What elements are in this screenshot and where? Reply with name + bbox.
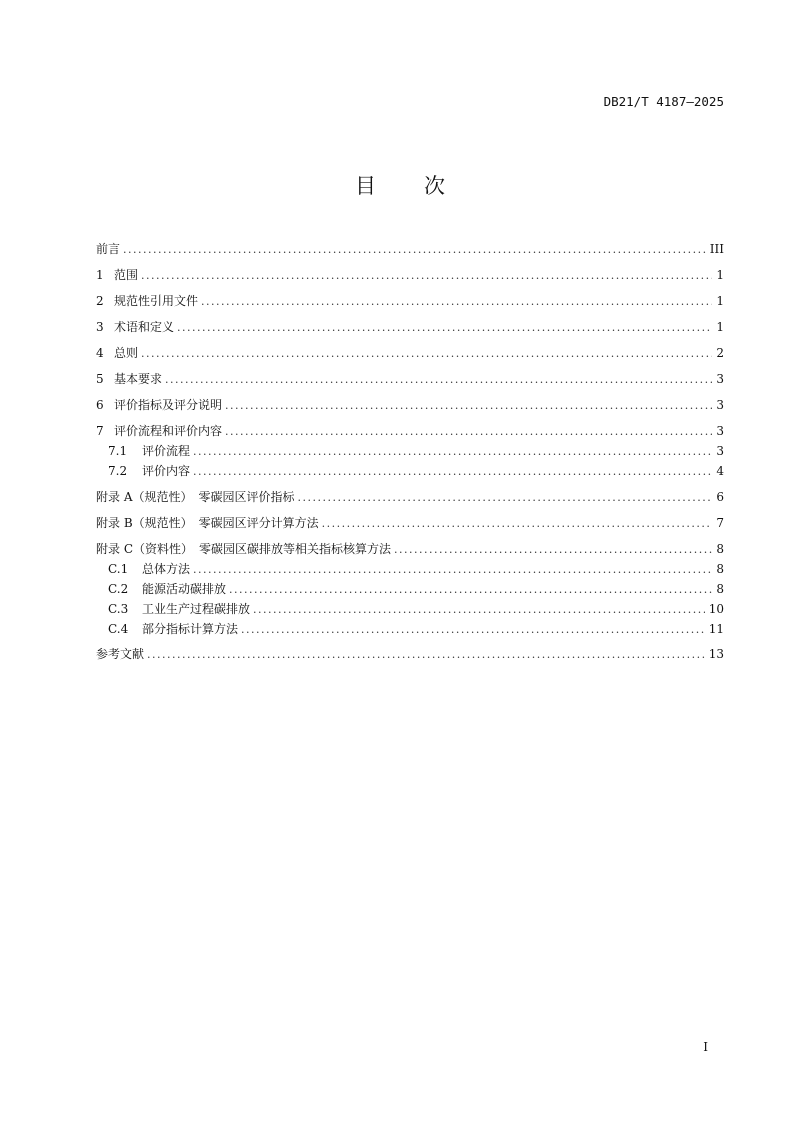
toc-entry-7-2[interactable] [108,462,724,480]
toc-entry-label: 附录 A（规范性） 零碳园区评价指标 [96,490,295,504]
toc-entry-label: 基本要求 [114,372,163,386]
toc-entry-page: 1 [716,294,724,308]
toc-leader-dots [229,581,712,599]
toc-entry-label: 总则 [114,346,139,360]
toc-entry-number: C.1 [108,562,129,576]
toc-entry-label: 规范性引用文件 [114,294,199,308]
toc-entry-number: C.2 [108,582,129,596]
toc-leader-dots [141,267,712,285]
toc-leader-dots [165,371,712,389]
toc-entry-4[interactable] [96,344,724,362]
toc-entry-label: 总体方法 [142,562,191,576]
toc-entry-foreword[interactable] [96,240,724,258]
toc-entry-number: C.3 [108,602,129,616]
toc-entry-7[interactable] [96,422,724,440]
toc-entry-page: 3 [716,444,724,458]
toc-leader-dots [297,489,712,507]
toc-entry-page: 2 [716,346,724,360]
toc-entry-5[interactable] [96,370,724,388]
document-code: DB21/T 4187—2025 [603,94,724,109]
toc-entry-c-1[interactable] [108,560,724,578]
toc-leader-dots [241,621,705,639]
toc-entry-number: 7 [96,424,104,438]
toc-entry-page: 4 [716,464,724,478]
toc-leader-dots [193,561,712,579]
toc-entry-number: C.4 [108,622,129,636]
toc-leader-dots [193,443,712,461]
toc-entry-page: 3 [716,372,724,386]
toc-entry-label: 前言 [96,242,121,256]
toc-entry-appendix-a[interactable] [96,488,724,506]
toc-entry-number: 5 [96,372,104,386]
toc-entry-1[interactable] [96,266,724,284]
toc-entry-c-4[interactable] [108,620,724,638]
toc-leader-dots [225,397,712,415]
toc-entry-label: 附录 C（资料性） 零碳园区碳排放等相关指标核算方法 [96,542,391,556]
toc-entry-number: 2 [96,294,104,308]
toc-entry-label: 评价流程 [142,444,191,458]
title-char-2: 次 [424,174,445,198]
page-number: I [703,1040,708,1054]
toc-leader-dots [225,423,712,441]
toc-entry-c-3[interactable] [108,600,724,618]
toc-entry-label: 工业生产过程碳排放 [142,602,251,616]
toc-entry-page: 3 [716,424,724,438]
toc-entry-references[interactable] [96,645,724,663]
toc-entry-number: 7.1 [108,444,128,458]
toc-entry-2[interactable] [96,292,724,310]
toc-entry-number: 1 [96,268,104,282]
toc-entry-page: 3 [716,398,724,412]
toc-entry-page: 11 [708,622,724,636]
toc-entry-label: 评价流程和评价内容 [114,424,223,438]
toc-entry-page: 1 [716,320,724,334]
toc-entry-page: 13 [708,647,724,661]
page-title [0,170,800,200]
toc-entry-label: 术语和定义 [114,320,175,334]
toc-entry-c-2[interactable] [108,580,724,598]
toc-entry-6[interactable] [96,396,724,414]
toc-entry-number: 4 [96,346,104,360]
toc-entry-page: 10 [708,602,724,616]
toc-entry-label: 部分指标计算方法 [142,622,239,636]
toc-entry-number: 6 [96,398,104,412]
toc-leader-dots [193,463,712,481]
toc-entry-page: 8 [716,562,724,576]
toc-entry-number: 3 [96,320,104,334]
toc-entry-number: 7.2 [108,464,128,478]
toc-entry-3[interactable] [96,318,724,336]
toc-entry-page: 7 [716,516,724,530]
toc-entry-7-1[interactable] [108,442,724,460]
toc-entry-label: 评价内容 [142,464,191,478]
toc-entry-label: 能源活动碳排放 [142,582,227,596]
toc-entry-page: 1 [716,268,724,282]
toc-entry-label: 附录 B（规范性） 零碳园区评分计算方法 [96,516,319,530]
title-char-1: 目 [355,174,376,198]
toc-entry-page: 8 [716,582,724,596]
toc-entry-page: III [709,242,724,256]
toc-leader-dots [322,515,713,533]
toc-entry-page: 8 [716,542,724,556]
toc-leader-dots [177,319,712,337]
toc-entry-label: 参考文献 [96,647,145,661]
toc-entry-appendix-c[interactable] [96,540,724,558]
toc-leader-dots [141,345,712,363]
toc-leader-dots [123,241,706,259]
toc-entry-label: 范围 [114,268,139,282]
toc-entry-label: 评价指标及评分说明 [114,398,223,412]
toc-entry-appendix-b[interactable] [96,514,724,532]
toc-leader-dots [201,293,712,311]
toc-leader-dots [394,541,712,559]
toc-leader-dots [147,646,705,664]
toc-entry-page: 6 [716,490,724,504]
toc-leader-dots [253,601,705,619]
